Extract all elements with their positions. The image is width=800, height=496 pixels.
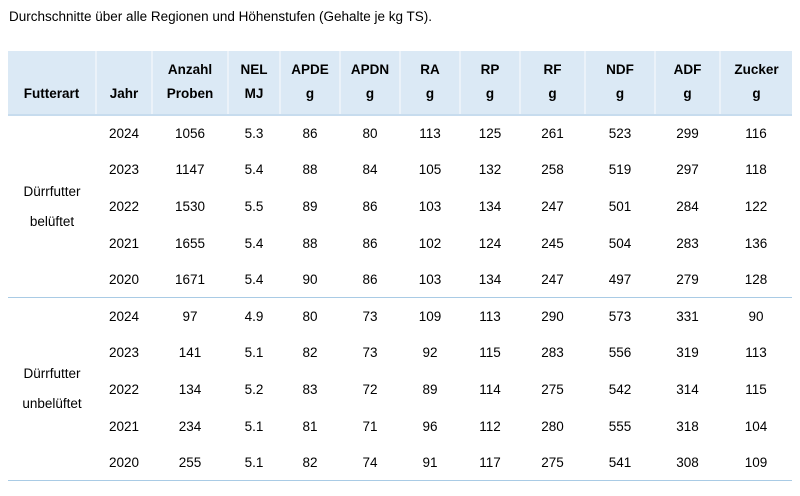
value-cell: 283 (541, 345, 564, 361)
value-cell: 84 (362, 162, 378, 178)
table-body (8, 115, 792, 481)
value-cell: 319 (676, 345, 699, 361)
value-cell: 88 (302, 162, 318, 178)
value-cell: 105 (418, 162, 442, 178)
value-cell: 90 (302, 271, 318, 287)
column-header-line2: Futterart (23, 86, 80, 101)
value-cell: 134 (478, 271, 502, 287)
value-cell: 80 (362, 126, 378, 142)
year-cell: 2022 (108, 381, 140, 397)
table-row (8, 225, 792, 262)
value-cell: 556 (608, 345, 632, 361)
value-cell: 5.4 (244, 162, 264, 178)
year-cell: 2020 (96, 444, 152, 481)
value-cell: 258 (541, 162, 564, 178)
value-cell: 247 (541, 271, 564, 287)
group-label-line1: Dürrfutter (23, 183, 81, 199)
page-title: Durchschnitte über alle Regionen und Höhenstufen (Gehalte je kg TS). (9, 9, 433, 24)
value-cell: 114 (479, 381, 501, 397)
value-cell: 86 (362, 198, 378, 214)
group-label (8, 115, 96, 298)
value-cell: 1530 (174, 198, 206, 214)
value-cell: 81 (302, 418, 318, 434)
value-cell: 501 (608, 198, 632, 214)
value-cell: 71 (362, 418, 378, 434)
column-header-line1: APDN (350, 62, 390, 77)
value-cell: 290 (520, 298, 585, 335)
column-header-futterart (8, 51, 96, 115)
year-cell: 2021 (108, 418, 140, 434)
value-cell: 4.9 (228, 298, 280, 335)
value-cell: 96 (422, 418, 438, 434)
table-header (8, 51, 792, 115)
value-cell: 113 (460, 298, 520, 335)
value-cell: 73 (340, 298, 400, 335)
value-cell: 5.2 (244, 381, 264, 397)
value-cell: 97 (152, 298, 228, 335)
year-cell: 2023 (108, 162, 140, 178)
value-cell: 118 (745, 162, 767, 178)
value-cell: 103 (418, 198, 442, 214)
table-row (8, 444, 792, 481)
column-header-rf (520, 51, 585, 115)
value-cell: 116 (745, 126, 767, 142)
value-cell: 541 (585, 444, 655, 481)
value-cell: 122 (744, 198, 768, 214)
year-cell: 2023 (108, 345, 140, 361)
value-cell: 283 (676, 235, 699, 251)
value-cell: 504 (608, 235, 632, 251)
value-cell: 82 (280, 444, 340, 481)
header-row (8, 51, 792, 115)
value-cell: 1056 (174, 126, 206, 142)
table-row (8, 298, 792, 335)
value-cell: 124 (478, 235, 502, 251)
data-table (8, 51, 792, 481)
year-cell: 2022 (108, 198, 140, 214)
value-cell: 72 (362, 381, 378, 397)
column-header-ra (400, 51, 460, 115)
value-cell: 90 (720, 298, 792, 335)
value-cell: 261 (541, 126, 564, 142)
value-cell: 275 (541, 381, 564, 397)
column-header-line2: g (683, 86, 692, 101)
value-cell: 1671 (174, 271, 206, 287)
value-cell: 1655 (174, 235, 206, 251)
value-cell: 1147 (175, 162, 205, 178)
column-header-apde (280, 51, 340, 115)
value-cell: 104 (744, 418, 768, 434)
value-cell: 5.4 (244, 235, 264, 251)
value-cell: 255 (152, 444, 228, 481)
year-cell: 2020 (108, 271, 140, 287)
value-cell: 5.3 (244, 126, 264, 142)
column-header-line2: g (548, 86, 557, 101)
column-header-line2: g (485, 86, 495, 101)
value-cell: 299 (676, 126, 699, 142)
value-cell: 318 (676, 418, 699, 434)
column-header-line1 (97, 58, 151, 82)
column-header-line2: MJ (244, 86, 264, 101)
group-label-line2: belüftet (29, 213, 75, 229)
column-header-line2: g (305, 86, 315, 101)
value-cell: 91 (400, 444, 460, 481)
value-cell: 280 (541, 418, 564, 434)
column-header-line2: g (425, 86, 435, 101)
table-row (8, 261, 792, 298)
group-label (8, 298, 96, 481)
table-row (8, 335, 792, 372)
column-header-line1: RP (480, 62, 500, 77)
year-cell: 2024 (96, 298, 152, 335)
column-header-line1: RA (420, 62, 440, 77)
table-row (8, 408, 792, 445)
value-cell: 113 (745, 345, 767, 361)
value-cell: 102 (418, 235, 442, 251)
value-cell: 284 (676, 198, 699, 214)
value-cell: 134 (478, 198, 502, 214)
value-cell: 555 (608, 418, 632, 434)
value-cell: 109 (720, 444, 792, 481)
value-cell: 82 (302, 345, 318, 361)
table-row (8, 152, 792, 189)
value-cell: 542 (608, 381, 632, 397)
group-label-line2: unbelüftet (22, 396, 82, 412)
year-cell: 2024 (108, 126, 140, 142)
value-cell: 86 (362, 235, 378, 251)
column-header-adf (655, 51, 720, 115)
value-cell: 128 (744, 271, 768, 287)
column-header-line1 (8, 58, 95, 82)
value-cell: 314 (676, 381, 699, 397)
value-cell: 103 (418, 271, 442, 287)
value-cell: 523 (608, 126, 632, 142)
column-header-line1: Zucker (734, 62, 779, 77)
value-cell: 234 (178, 418, 202, 434)
value-cell: 115 (479, 345, 501, 361)
value-cell: 74 (340, 444, 400, 481)
value-cell: 5.1 (244, 345, 264, 361)
column-header-line1: NDF (606, 62, 634, 77)
column-header-line2: Proben (166, 86, 214, 101)
table-row (8, 115, 792, 152)
column-header-nel (228, 51, 280, 115)
value-cell: 134 (178, 381, 202, 397)
group-label-line1: Dürrfutter (23, 366, 81, 382)
value-cell: 247 (541, 198, 564, 214)
column-header-anzahl-proben (152, 51, 228, 115)
value-cell: 83 (302, 381, 318, 397)
value-cell: 88 (302, 235, 318, 251)
table-row (8, 188, 792, 225)
value-cell: 132 (478, 162, 502, 178)
value-cell: 275 (520, 444, 585, 481)
value-cell: 89 (422, 381, 438, 397)
value-cell: 125 (478, 126, 502, 142)
column-header-rp (460, 51, 520, 115)
value-cell: 331 (655, 298, 720, 335)
value-cell: 141 (178, 345, 202, 361)
column-header-line2: g (752, 86, 761, 101)
value-cell: 5.5 (244, 198, 264, 214)
value-cell: 573 (585, 298, 655, 335)
value-cell: 297 (676, 162, 699, 178)
column-header-ndf (585, 51, 655, 115)
value-cell: 89 (302, 198, 318, 214)
value-cell: 92 (422, 345, 438, 361)
value-cell: 5.1 (244, 418, 264, 434)
value-cell: 117 (460, 444, 520, 481)
column-header-line2: g (365, 86, 375, 101)
value-cell: 279 (676, 271, 699, 287)
column-header-line1: RF (543, 62, 562, 77)
column-header-line2: g (615, 86, 625, 101)
value-cell: 73 (362, 345, 378, 361)
column-header-jahr (96, 51, 152, 115)
value-cell: 80 (280, 298, 340, 335)
year-cell: 2021 (108, 235, 140, 251)
value-cell: 245 (541, 235, 564, 251)
column-header-line1: APDE (291, 62, 329, 77)
value-cell: 86 (302, 126, 318, 142)
value-cell: 113 (419, 126, 441, 142)
column-header-line1: ADF (673, 62, 702, 77)
value-cell: 308 (655, 444, 720, 481)
value-cell: 5.4 (244, 271, 264, 287)
table-row (8, 371, 792, 408)
column-header-line1: NEL (240, 62, 268, 77)
value-cell: 112 (479, 418, 501, 434)
column-header-line2: Jahr (109, 86, 139, 101)
value-cell: 109 (400, 298, 460, 335)
column-header-line1: Anzahl (167, 62, 213, 77)
column-header-apdn (340, 51, 400, 115)
value-cell: 519 (608, 162, 632, 178)
value-cell: 497 (608, 271, 632, 287)
value-cell: 86 (362, 271, 378, 287)
value-cell: 5.1 (228, 444, 280, 481)
value-cell: 136 (744, 235, 768, 251)
value-cell: 115 (745, 381, 767, 397)
column-header-zucker (720, 51, 792, 115)
